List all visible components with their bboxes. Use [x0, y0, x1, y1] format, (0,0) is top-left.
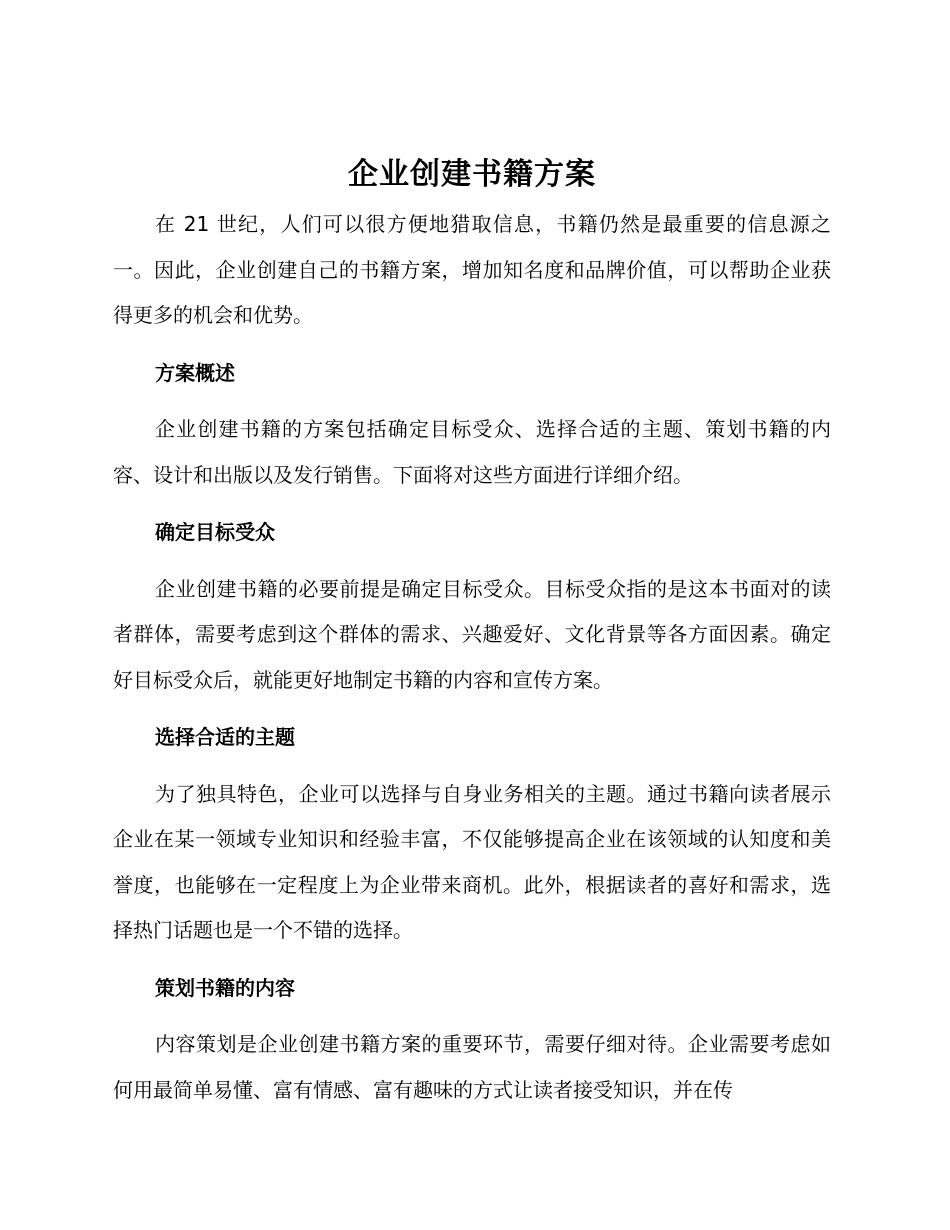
document-body — [113, 147, 831, 1113]
spacer — [113, 1011, 831, 1022]
document-title: 企业创建书籍方案 — [348, 157, 596, 192]
spacer — [113, 396, 831, 407]
section-heading-overview: 方案概述 — [155, 360, 235, 385]
section-heading-content-plan: 策划书籍的内容 — [155, 975, 295, 1000]
section-body-audience: 企业创建书籍的必要前提是确定目标受众。目标受众指的是这本书面对的读者群体，需要考虑到这个群体的需求、兴趣爱好、文化背景等各方面因素。确定好目标受众后，就能更好地制定书籍的内容和宣传方案。 — [113, 576, 831, 692]
section-heading-topic: 选择合适的主题 — [155, 725, 295, 749]
spacer — [113, 498, 831, 510]
section-body-topic: 为了独具特色，企业可以选择与自身业务相关的主题。通过书籍向读者展示企业在某一领域专业知识和经验丰富，不仅能够提高企业在该领域的认知度和美誉度，也能够在一定程度上为企业带来商机。此外，根据读者的喜好和需求，选择热门话题也是一个不错的选择。 — [113, 781, 831, 942]
spacer — [113, 556, 831, 567]
spacer — [113, 954, 831, 966]
section-heading-audience: 确定目标受众 — [155, 520, 275, 544]
section-body-content-plan: 内容策划是企业创建书籍方案的重要环节，需要仔细对待。企业需要考虑如何用最简单易懂、富有情感、富有趣味的方式让读者接受知识，并在传 — [113, 1032, 831, 1102]
spacer — [113, 339, 831, 351]
intro-paragraph: 在 21 世纪，人们可以很方便地猎取信息，书籍仍然是最重要的信息源之一。因此，企业创建自己的书籍方案，增加知名度和品牌价值，可以帮助企业获得更多的机会和优势。 — [113, 212, 831, 327]
section-body-overview: 企业创建书籍的方案包括确定目标受众、选择合适的主题、策划书籍的内容、设计和出版以及发行销售。下面将对这些方面进行详细介绍。 — [113, 417, 831, 487]
spacer — [113, 703, 831, 715]
spacer — [113, 761, 831, 772]
